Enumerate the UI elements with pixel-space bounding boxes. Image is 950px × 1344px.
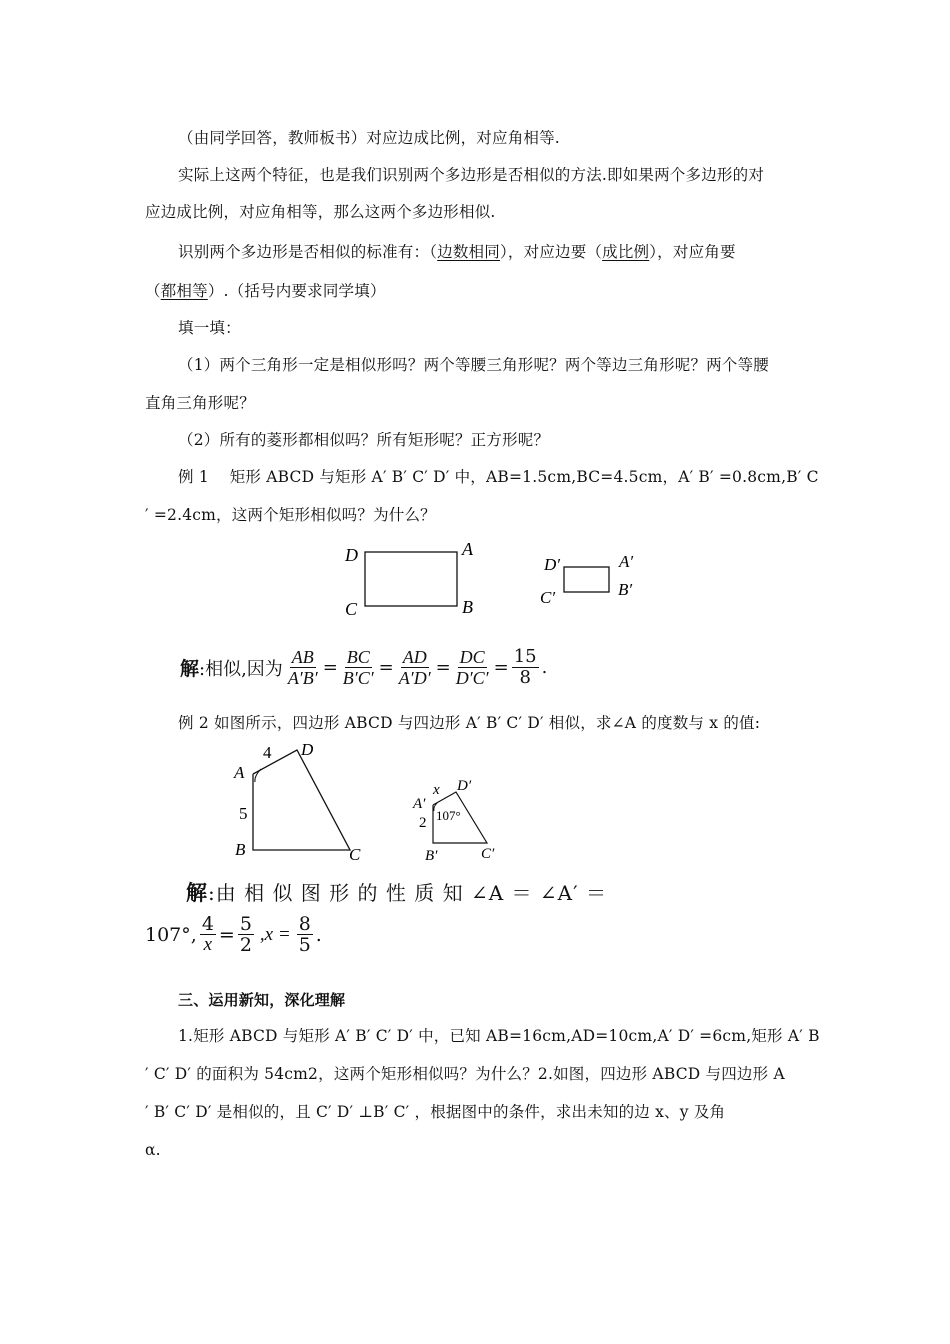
task-1: 1.矩形 ABCD 与矩形 A′ B′ C′ D′ 中，已知 AB=16cm,AD=10cm,A′ D′ =6cm,矩形 A′ B <box>178 1027 820 1045</box>
label-C: C <box>349 845 361 864</box>
fraction: $\frac{8}{5}$ <box>298 913 311 956</box>
label-A-prime: A′ <box>413 796 426 812</box>
example-1: 例 1 矩形 ABCD 与矩形 A′ B′ C′ D′ 中，AB=1.5cm,BC=4.5cm，A′ B′ =0.8cm,B′ C <box>178 468 819 486</box>
paragraph: 实际上这两个特征，也是我们识别两个多边形是否相似的方法.即如果两个多边形的对 <box>178 166 765 184</box>
blank-answer: 都相等 <box>160 282 208 300</box>
fraction: $\frac{AD}{A'D'}$ <box>398 647 431 688</box>
criteria-paragraph-cont: （都相等）.（括号内要求同学填） <box>145 282 386 300</box>
fraction: $\frac{BC}{B'C'}$ <box>342 647 374 688</box>
solution-label: 解 <box>186 881 208 905</box>
label-B-prime: B′ <box>618 580 633 599</box>
label-A: A <box>462 539 473 559</box>
length-4: 4 <box>263 743 272 762</box>
label-D-prime: D′ <box>457 778 472 794</box>
quadrilaterals-figure <box>225 738 525 868</box>
paragraph: （由同学回答，教师板书）对应边成比例，对应角相等. <box>178 129 560 147</box>
length-2: 2 <box>419 815 427 831</box>
label-B-prime: B′ <box>425 848 438 864</box>
label-D-prime: D′ <box>544 555 560 574</box>
question-2: （2）所有的菱形都相似吗？所有矩形呢？正方形呢？ <box>178 431 550 449</box>
section-heading: 三、运用新知，深化理解 <box>178 991 346 1009</box>
fraction: $\frac{AB}{A'B'}$ <box>287 647 318 688</box>
task-1-cont: ′ C′ D′ 的面积为 54cm2，这两个矩形相似吗？为什么？2.如图，四边形 ABCD 与四边形 A <box>145 1065 785 1083</box>
example-1-cont: ′ =2.4cm，这两个矩形相似吗？为什么？ <box>145 506 436 524</box>
fraction: $\frac{15}{8}$ <box>513 646 537 688</box>
criteria-paragraph: 识别两个多边形是否相似的标准有：（边数相同），对应边要（成比例），对应角要 <box>178 243 736 261</box>
quadrilateral-abcd <box>253 750 350 850</box>
label-C: C <box>345 599 358 619</box>
label-D: D <box>301 740 314 759</box>
example-2: 例 2 如图所示，四边形 ABCD 与四边形 A′ B′ C′ D′ 相似，求∠A 的度数与 x 的值: <box>178 714 761 732</box>
label-A-prime: A′ <box>619 552 634 571</box>
task-1-cont: α. <box>145 1141 161 1159</box>
angle-107: 107° <box>436 808 461 823</box>
paragraph: 填一填： <box>178 319 241 337</box>
label-D: D <box>345 545 358 565</box>
label-B: B <box>462 597 473 617</box>
fraction: $\frac{5}{2}$ <box>239 913 252 956</box>
rectangles-figure <box>330 535 650 625</box>
question-1: （1）两个三角形一定是相似形吗？两个等腰三角形呢？两个等边三角形呢？两个等腰 <box>178 356 769 374</box>
paragraph: 应边成比例，对应角相等，那么这两个多边形相似. <box>145 203 496 221</box>
task-1-cont: ′ B′ C′ D′ 是相似的，且 C′ D′ ⊥B′ C′ ，根据图中的条件，求出未知的边 x、y 及角 <box>145 1103 726 1121</box>
rectangle-a-b-c-d-prime <box>564 567 609 592</box>
solution-2-line1: 解:由 相 似 图 形 的 性 质 知 ∠A ＝ ∠A′ ＝ <box>186 881 607 905</box>
solution-label: 解 <box>180 658 200 680</box>
blank-answer: 成比例 <box>602 243 650 261</box>
label-A: A <box>234 763 245 782</box>
fraction: $\frac{4}{x}$ <box>201 913 214 955</box>
question-1-cont: 直角三角形呢？ <box>145 394 255 412</box>
length-x: x <box>433 782 440 798</box>
solution-2-line2: 107°, $\frac{4}{x}$ = $\frac{5}{2}$ ,x = $\frac{8}{5}$ . <box>145 913 322 956</box>
fraction: $\frac{DC}{D'C'}$ <box>455 647 489 688</box>
blank-answer: 边数相同 <box>437 243 500 261</box>
label-C-prime: C′ <box>481 846 495 862</box>
rectangle-abcd <box>365 552 457 606</box>
label-C-prime: C′ <box>540 588 556 607</box>
label-B: B <box>235 840 246 859</box>
length-5: 5 <box>239 804 248 823</box>
solution-1: 解 :相似,因为 $\frac{AB}{A'B'}$ = $\frac{BC}{B'C'}$ = $\frac{AD}{A'D'}$ = $\frac{DC}{D'C'}$ = $\frac{15}{8}$ . <box>180 646 548 688</box>
